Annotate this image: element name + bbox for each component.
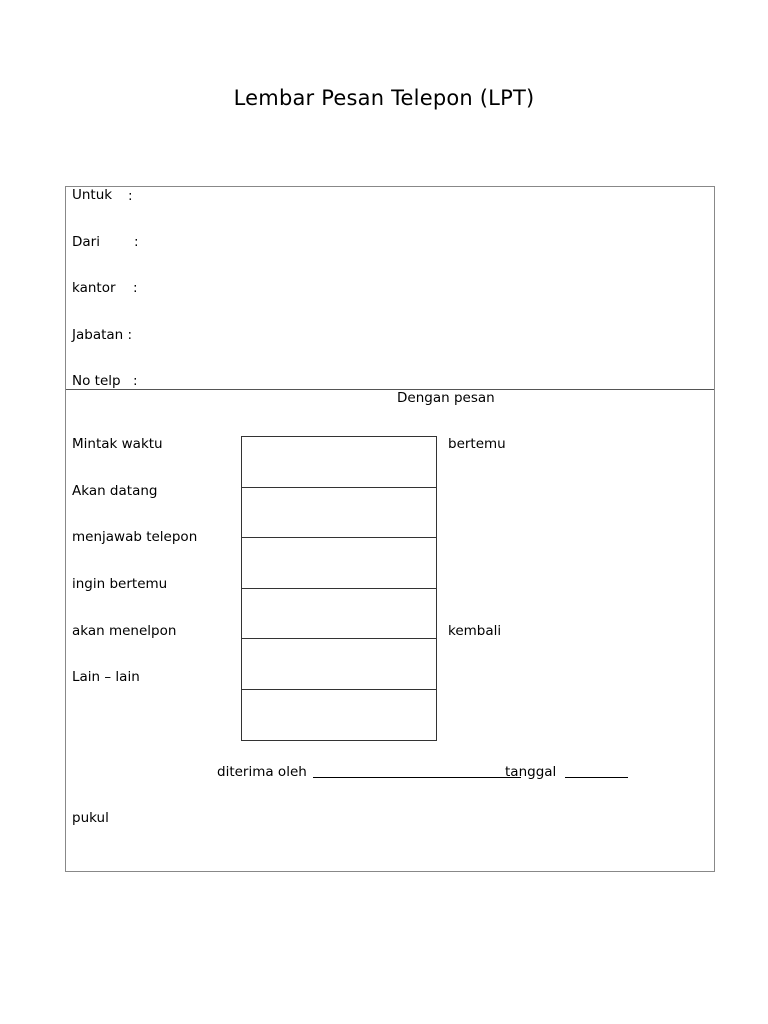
option-lain-lain: Lain – lain — [72, 669, 140, 685]
field-notelp-colon: : — [133, 373, 138, 389]
option-akan-menelpon: akan menelpon — [72, 623, 177, 639]
option-akan-datang: Akan datang — [72, 483, 158, 499]
received-by-line — [313, 777, 521, 778]
checkbox-column — [241, 436, 437, 741]
checkbox-divider — [242, 638, 436, 639]
option-ingin-bertemu: ingin bertemu — [72, 576, 168, 592]
checkbox-divider — [242, 487, 436, 488]
checkbox-divider — [242, 588, 436, 589]
received-by-label: diterima oleh — [217, 764, 307, 780]
section-label: Dengan pesan — [397, 390, 495, 406]
field-notelp-label: No telp — [72, 373, 121, 389]
side-note-kembali: kembali — [448, 623, 502, 639]
date-label: tanggal — [505, 764, 557, 780]
field-kantor-label: kantor — [72, 280, 116, 296]
field-untuk-colon: : — [128, 188, 133, 204]
checkbox-divider — [242, 689, 436, 690]
field-kantor-colon: : — [133, 280, 138, 296]
field-dari-label: Dari — [72, 234, 100, 250]
page-title: Lembar Pesan Telepon (LPT) — [233, 86, 535, 110]
side-note-bertemu: bertemu — [448, 436, 506, 452]
option-mintak-waktu: Mintak waktu — [72, 436, 163, 452]
field-dari-colon: : — [134, 234, 139, 250]
field-jabatan-label: Jabatan : — [72, 327, 133, 343]
date-line — [565, 777, 628, 778]
field-untuk-label: Untuk — [72, 187, 113, 203]
section-divider — [66, 389, 714, 390]
option-menjawab-telepon: menjawab telepon — [72, 529, 198, 545]
phone-message-form — [65, 186, 715, 872]
checkbox-divider — [242, 537, 436, 538]
time-label: pukul — [72, 810, 109, 826]
